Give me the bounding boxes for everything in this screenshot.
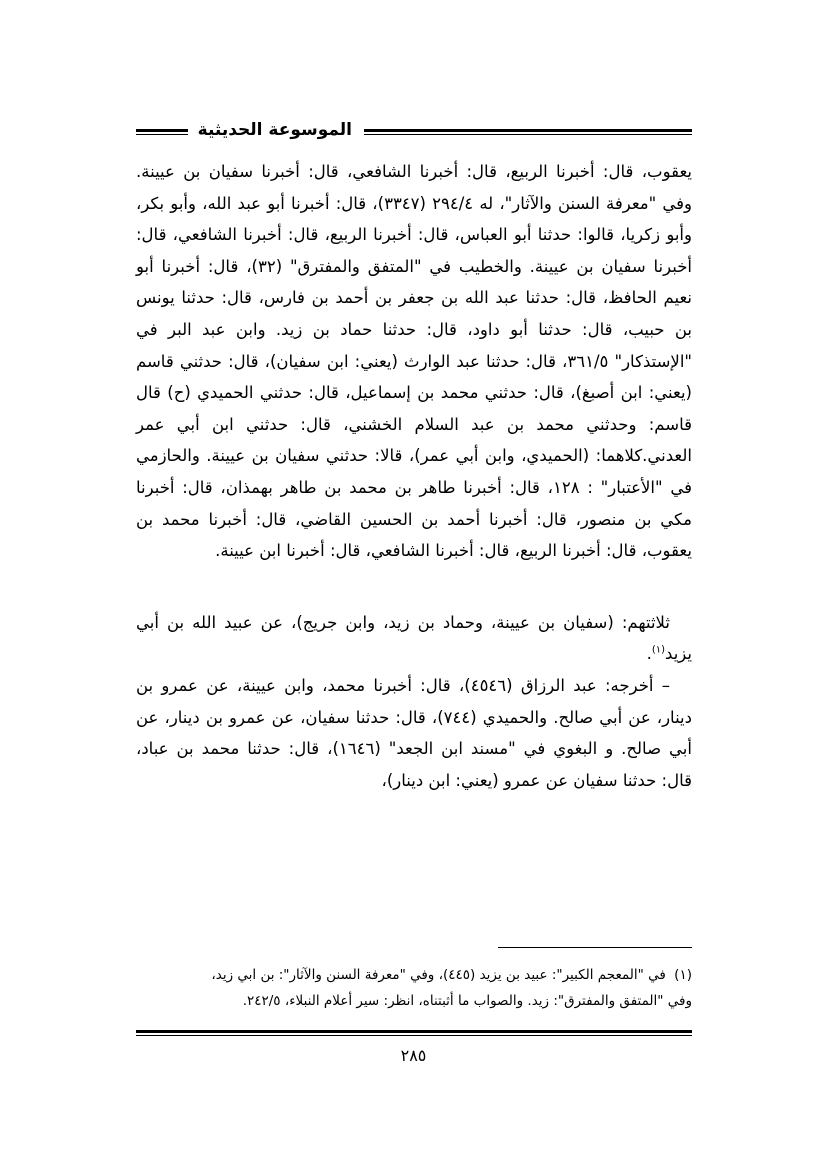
text-line: قال: حدثنا محمد بن عباد، قال: حدثنا سفيان عن عمرو (يعني: ابن دينار)،: [136, 739, 692, 790]
text-line: حدثني سفيان بن عيينة. والحازمي في "الأعتبار" : ١٢٨، قال: أخبرنا طاهر: [136, 446, 692, 497]
footnote-text: في "المعجم الكبير": عبيد بن يزيد (٤٤٥)، وفي "معرفة السنن والآثار": بن ابي زيد،: [211, 967, 666, 983]
text-line: ثلاثتهم: (سفيان بن عيينة، وحماد بن زيد، وابن جريج)، عن عبيد الله بن: [166, 612, 670, 632]
main-text: [136, 156, 692, 796]
header-rule-left: [136, 129, 188, 135]
footnote-text: وفي "المتفق والمفترق": زيد. والصواب ما أثبتناه، انظر: سير أعلام النبلاء، ٢٤٢/٥.: [242, 993, 692, 1009]
text-line: الشافعي، قال: أخبرنا ابن عيينة.: [215, 541, 430, 561]
paragraph-2: [136, 607, 692, 670]
text-line: قال: حدثنا يونس بن حبيب، قال: حدثنا أبو داود، قال: حدثنا حماد بن زيد.: [136, 288, 693, 339]
header-title: الموسوعة الحديثية: [197, 120, 352, 140]
footnote-1-cont: [146, 988, 692, 1014]
footnote-number: (١): [674, 967, 692, 983]
paragraph-1: [136, 156, 692, 567]
header-rule-right: [364, 129, 692, 135]
text-line: الشافعي، قال: أخبرنا سفيان بن عيينة. والخطيب في "المتفق والمفترق" (٣٢)،: [136, 225, 693, 276]
footnote-reference[interactable]: (١): [651, 644, 666, 656]
text-line: سفيان)، قال: حدثني قاسم (يعني: ابن أصبغ)، قال: حدثني محمد بن إسماعيل،: [136, 351, 692, 403]
paragraph-gap: [136, 567, 692, 607]
text-line: قال: حدثني الحميدي (ح) قال قاسم: وحدثني محمد بن عبد السلام الخشني،: [136, 383, 692, 434]
footnote-separator: [498, 947, 692, 948]
text-line: وابن عبد البر في "الإستذكار" ٣٦١/٥، قال: حدثنا عبد الوارث (يعني: ابن: [136, 319, 692, 371]
text-line: وأبو بكر، وأبو زكريا، قالوا: حدثنا أبو العباس، قال: أخبرنا الربيع، قال: أخبرنا: [136, 193, 692, 245]
page-number: ٢٨٥: [400, 1046, 427, 1065]
text-line: يعقوب، قال: أخبرنا الربيع، قال: أخبرنا الشافعي، قال: أخبرنا سفيان بن عيينة.: [136, 162, 692, 181]
text-line: بن محمد بن طاهر بهمذان، قال: أخبرنا مكي بن منصور، قال: أخبرنا أحمد بن: [136, 477, 692, 529]
footnote-1: [146, 962, 692, 988]
footnotes: [146, 962, 692, 1014]
text-line: قال: حدثني ابن أبي عمر العدني.كلاهما: (الحميدي، وابن أبي عمر)، قالا:: [136, 414, 692, 466]
running-header: [136, 120, 692, 146]
text-line: قال: أخبرنا أبو نعيم الحافظ، قال: حدثنا عبد الله بن جعفر بن أحمد بن فارس،: [136, 256, 693, 308]
text-line: – أخرجه: عبد الرزاق (٤٥٤٦)، قال: أخبرنا محمد، وابن عيينة، عن: [206, 675, 671, 695]
paragraph-3: [136, 670, 692, 796]
text-line: عمرو بن دينار، عن أبي صالح. و البغوي في "مسند ابن الجعد" (١٦٤٦)،: [136, 707, 692, 759]
text-line: وفي "معرفة السنن والآثار"، له ٢٩٤/٤ (٣٣٤٧)، قال: أخبرنا أبو عبد الله،: [202, 193, 692, 213]
footer-rule: [136, 1030, 692, 1036]
text-line: أبي يزيد: [136, 612, 692, 664]
text-line: عمرو بن دينار، عن أبي صالح. والحميدي (٧٤٤)، قال: حدثنا سفيان، عن: [136, 675, 692, 727]
text-line: .: [646, 644, 652, 664]
text-line: الحسين القاضي، قال: أخبرنا محمد بن يعقوب، قال: أخبرنا الربيع، قال: أخبرنا: [136, 509, 692, 561]
